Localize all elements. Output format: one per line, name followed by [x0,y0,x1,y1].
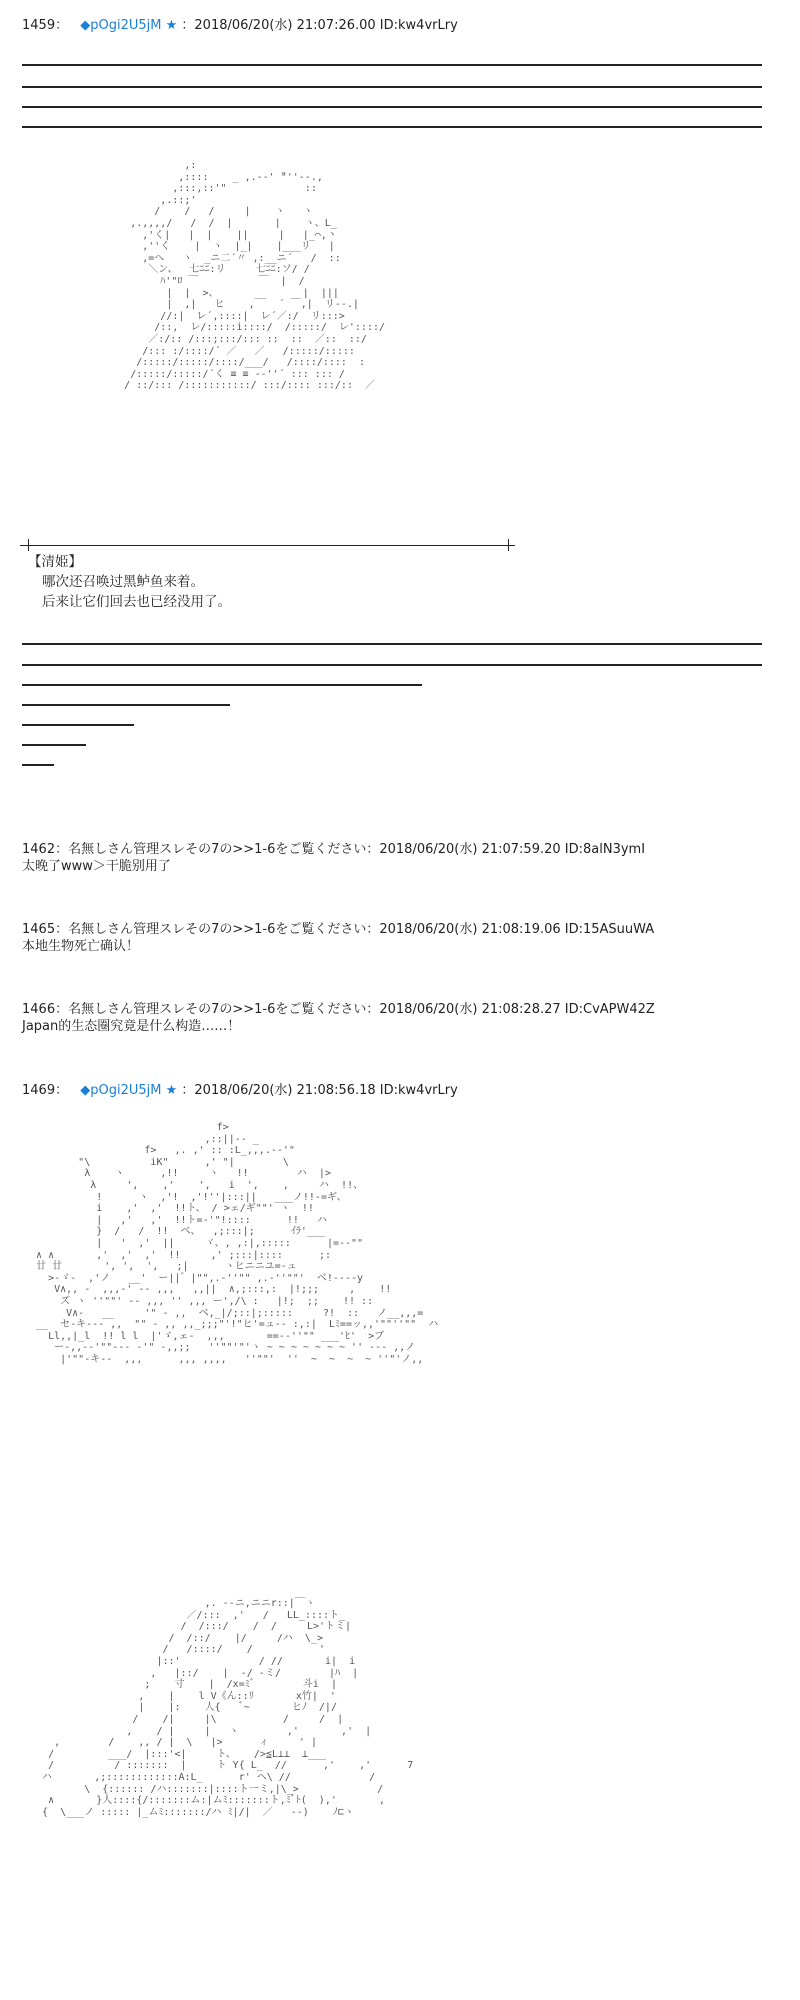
post-1469-header [22,1079,458,1098]
divider-line [22,704,230,706]
poster-trip[interactable]: ◆pOgi2U5jM [80,1083,162,1098]
ascii-art-kiyohime: ,: ,:::: _ ,.-‐' ̄"''‐-., ,:::,::'" :: ,.::;' / / / | ヽ ヽ ,.,,,,/ / / | | ヽ、L_ ,'く| | | || | |_⌒,丶 ,''く | ヽ |_| |___リ | ,=へ ヽ _ニ二´〃 ,:__ニ´ / :: ＼ン、 七ﾆﾆ:リ 七ﾆﾆ:ソ/ / ﾊ'"ﾛ ￣ ￣ | / | | >、 __ | ||| | ,| ヒ , ´ ￣,| リ‐-.| //:| レ´,::::| レ´／:/ リ:::> /::, レ/:::::i::::/ /:::::/ レ'::::/ ／:/:: /:::;:::/::: :: :: ／:: ::/ /::: :/::::/´ ／ ／ /:::::/::::: /:::::/:::::/::::/___/ /::::/:::: : /:::::/:::::/´く ≡ ≡ --''´ ::: ::: / / ::/::: /:::::::::::/ :::/:::: :::/:: ／ [124,160,386,392]
divider-line [22,64,762,66]
divider-line [22,86,762,88]
post-meta: ：2018/06/20(水) 21:08:56.18 ID:kw4vrLry [181,1083,458,1098]
dialog-line: 哪次还召唤过黑鲈鱼来着。 [42,574,204,590]
post-1466-body: Japan的生态圈究竟是什么构造……！ [22,1019,241,1034]
poster-trip[interactable]: ◆pOgi2U5jM [80,18,162,33]
post-number: 1459： [22,18,69,33]
post-1466-header: 1466：名無しさん管理スレその7の>>1-6をご覧ください：2018/06/20(水) 21:08:28.27 ID:CvAPW42Z [22,1002,655,1017]
post-1462-body: 太晚了www＞干脆别用了 [22,859,171,874]
divider-line [22,664,762,666]
post-meta: ：2018/06/20(水) 21:07:26.00 ID:kw4vrLry [181,18,458,33]
post-number: 1469： [22,1083,69,1098]
divider-line [22,764,54,766]
stage-line [20,545,515,546]
dialog-speaker: 【清姫】 [28,554,82,570]
post-1465-header: 1465：名無しさん管理スレその7の>>1-6をご覧ください：2018/06/20(水) 21:08:19.06 ID:15ASuuWA [22,922,655,937]
divider-line [22,684,422,686]
post-1465-body: 本地生物死亡确认！ [22,939,140,954]
divider-line [22,643,762,645]
stage-line-tick [28,539,29,551]
dialog-line: 后来让它们回去也已经没用了。 [42,594,231,610]
ascii-art-figure: ,. -‐ニ,ニニr::|￣ヽ ／/::: ,' / LL_::::ト_ / /:::/ / / L>'トミ| / /::/ |/ /ハ \_> / /::::/ / ' |::' / // i| i , |::/ | -/ -ミ/ |ﾊ | ; 寸 | /x=ﾐﾞ 斗i | , | l V《ん::ﾘ x竹| ' | |: 人{ ﾞ~ ヒﾉ /|/ / /| |\ / / | , / | | ヽ ,' ,' | , / ,, / | \ |> ィ ' | / ___/ |:::'<| ト、 />≦L⊥⊥ ⊥___ / / ::::::: | ト Y{ L_ // ,' ,' 7 ハ ,;::::::::::::A:L_ r' ヘ\ // / \ {:::::: /ハ:::::::|::::ト一ミ,|\_> / ∧ }人::::{/:::::::ム:|ムﾐ:::::::ト,ﾐﾞﾄ( ),' , { \___ノ ::::: |_ムﾐ:::::::/ハ ﾐ|/| ／ ‐‐) ﾉ⊏ヽ [42,1598,414,1818]
post-1459-header [22,14,458,33]
post-1462-header: 1462：名無しさん管理スレその7の>>1-6をご覧ください：2018/06/20(水) 21:07:59.20 ID:8alN3ymI [22,842,646,857]
dialog-block [28,552,231,612]
divider-line [22,724,134,726]
stage-line-tick [508,539,509,551]
divider-line [22,744,86,746]
divider-line [22,106,762,108]
divider-line [22,126,762,128]
ascii-art-ship: f> ,::||-- _ f> ,. ,' :: :L_,,,.--'" "\ iK" ,' "| \ λ ヽ ,!! ヽ !! ハ |> λ ', ,' ', i ', , ハ !!、 ! ヽ ,'! ,'!''|:::|| ___ノ!!‐=ギ、 i ,' ,' !!ト、 / >ェ/ギ""' ヽ !! | ,' ,' !!ト=-'"!:::: !! ハ } / / !! ベ、 ,;:::|; ｲﾗ'___ | ' ,' || ヾ、, ,:|,::::: |=--"" ∧ ∧ ,' ,' ,' !! ,' ;:::|:::: ;: 廿 廿 ', ', ', ;| ヽヒニニユ=-ュ >-ゞ- ,'ノ __' ー||゛|"",.-''"" ,.-''""' ベ!----y V∧,, - ,,,-' -- ,,, ,,|| ∧,;:::,: |!;;; , !! ズ ヽ ''""' -- ,,, '' ,,, ー',/\ : |!; ;; !! :: V∧- __ '" - ,, ベ,_|/;::|;::::: ?! :: ノ__,,,= __ セ-キ-‐- ,, "" - ,, ,,_;;;"'!"ヒ'=ュ-- :,:| Lﾐ==ッ,,'""''"" ハ Ll,,|_l !! l l |'ゞ,ェ- ,,, ==--''"" ___'ﾋ' >ブ ー-,,--'""‐-- -'" -,,;; ''""'"'ヽ ~ ~ ~ ~ ~ ~ ~ '' --- ,,ノ |'""‐キ-- ,,, ,,, ,,,, ''""' '' ~ ~ ~ ~ ''"'ノ,, [36,1122,439,1365]
star-icon: ★ [165,1083,178,1098]
star-icon: ★ [165,18,178,33]
